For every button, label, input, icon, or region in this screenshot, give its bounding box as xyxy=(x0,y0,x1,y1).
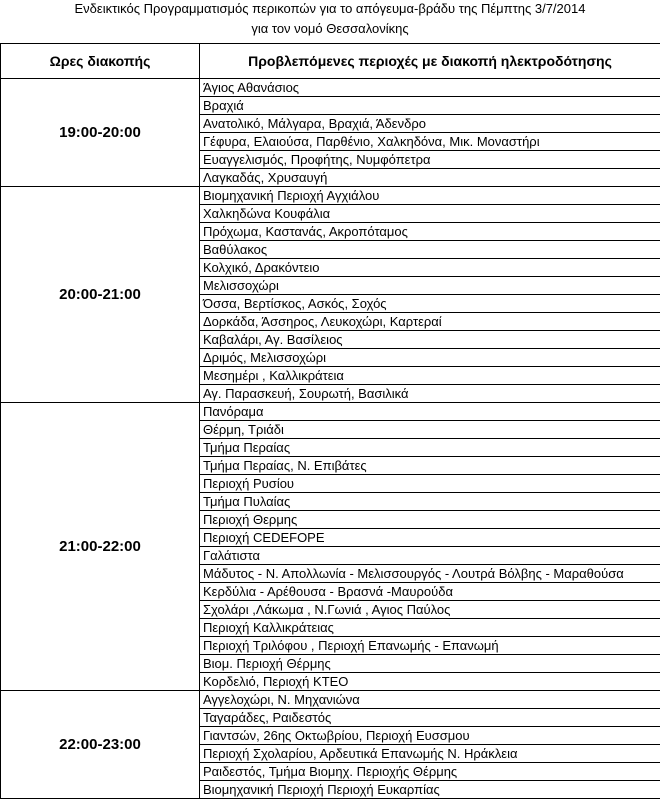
area-cell: Ραιδεστός, Τμήμα Βιομηχ. Περιοχής Θέρμης xyxy=(200,763,660,781)
area-cell: Βιομ. Περιοχή Θέρμης xyxy=(200,655,660,673)
area-cell: Βιομηχανική Περιοχή Αγχιάλου xyxy=(200,187,660,205)
area-cell: Περιοχή Σχολαρίου, Αρδευτικά Επανωμής Ν. Ηράκλεια xyxy=(200,745,660,763)
time-slot-cell: 21:00-22:00 xyxy=(1,403,200,691)
area-cell: Πρόχωμα, Καστανάς, Ακροπόταμος xyxy=(200,223,660,241)
area-cell: Μάδυτος - Ν. Απολλωνία - Μελισσουργός - Λουτρά Βόλβης - Μαραθούσα xyxy=(200,565,660,583)
area-cell: Ευαγγελισμός, Προφήτης, Νυμφόπετρα xyxy=(200,151,660,169)
area-cell: Περιοχή Καλλικράτειας xyxy=(200,619,660,637)
column-header-time: Ωρες διακοπής xyxy=(1,44,200,79)
area-cell: Τμήμα Περαίας xyxy=(200,439,660,457)
header-title-line1: Ενδεικτικός Προγραμματισμός περικοπών για το απόγευμα-βράδυ της Πέμπτης 3/7/2014 xyxy=(74,1,586,16)
area-cell: Άγιος Αθανάσιος xyxy=(200,79,660,97)
area-cell: Καβαλάρι, Αγ. Βασίλειος xyxy=(200,331,660,349)
area-cell: Όσσα, Βερτίσκος, Ασκός, Σοχός xyxy=(200,295,660,313)
area-cell: Κορδελιό, Περιοχή ΚΤΕΟ xyxy=(200,673,660,691)
area-cell: Κολχικό, Δρακόντειο xyxy=(200,259,660,277)
area-cell: Γαλάτιστα xyxy=(200,547,660,565)
area-cell: Αγ. Παρασκευή, Σουρωτή, Βασιλικά xyxy=(200,385,660,403)
table-row xyxy=(1,403,660,421)
area-cell: Χαλκηδώνα Κουφάλια xyxy=(200,205,660,223)
area-cell: Κερδύλια - Αρέθουσα - Βρασνά -Μαυρούδα xyxy=(200,583,660,601)
table-row xyxy=(1,691,660,709)
area-cell: Περιοχή Ρυσίου xyxy=(200,475,660,493)
time-slot-cell: 19:00-20:00 xyxy=(1,79,200,187)
area-cell: Γιαντσών, 26ης Οκτωβρίου, Περιοχή Ευσσμου xyxy=(200,727,660,745)
area-cell: Ανατολικό, Μάλγαρα, Βραχιά, Άδενδρο xyxy=(200,115,660,133)
table-row xyxy=(1,79,660,97)
area-cell: Βραχιά xyxy=(200,97,660,115)
area-cell: Αγγελοχώρι, Ν. Μηχανιώνα xyxy=(200,691,660,709)
time-slot-cell: 20:00-21:00 xyxy=(1,187,200,403)
area-cell: Λαγκαδάς, Χρυσαυγή xyxy=(200,169,660,187)
area-cell: Περιοχή Θερμης xyxy=(200,511,660,529)
area-cell: Γέφυρα, Ελαιούσα, Παρθένιο, Χαλκηδόνα, Μικ. Μοναστήρι xyxy=(200,133,660,151)
area-cell: Περιοχή CEDEFOPE xyxy=(200,529,660,547)
area-cell: Δριμός, Μελισσοχώρι xyxy=(200,349,660,367)
time-slot-cell: 22:00-23:00 xyxy=(1,691,200,799)
area-cell: Βαθύλακος xyxy=(200,241,660,259)
area-cell: Θέρμη, Τριάδι xyxy=(200,421,660,439)
area-cell: Ταγαράδες, Ραιδεστός xyxy=(200,709,660,727)
table-header-row xyxy=(1,44,660,79)
area-cell: Βιομηχανική Περιοχή Περιοχή Ευκαρπίας xyxy=(200,781,660,799)
column-header-areas: Προβλεπόμενες περιοχές με διακοπή ηλεκτροδότησης xyxy=(200,44,660,79)
area-cell: Δορκάδα, Άσσηρος, Λευκοχώρι, Καρτεραί xyxy=(200,313,660,331)
area-cell: Μεσημέρι , Καλλικράτεια xyxy=(200,367,660,385)
area-cell: Τμήμα Περαίας, Ν. Επιβάτες xyxy=(200,457,660,475)
table-row xyxy=(1,187,660,205)
area-cell: Περιοχή Τριλόφου , Περιοχή Επανωμής - Επανωμή xyxy=(200,637,660,655)
area-cell: Σχολάρι ,Λάκωμα , Ν.Γωνιά , Αγιος Παύλος xyxy=(200,601,660,619)
area-cell: Μελισσοχώρι xyxy=(200,277,660,295)
header-title-line2: για τον νομό Θεσσαλονίκης xyxy=(251,21,409,36)
table-body xyxy=(1,79,660,799)
area-cell: Τμήμα Πυλαίας xyxy=(200,493,660,511)
area-cell: Πανόραμα xyxy=(200,403,660,421)
outage-schedule-table xyxy=(0,43,660,799)
